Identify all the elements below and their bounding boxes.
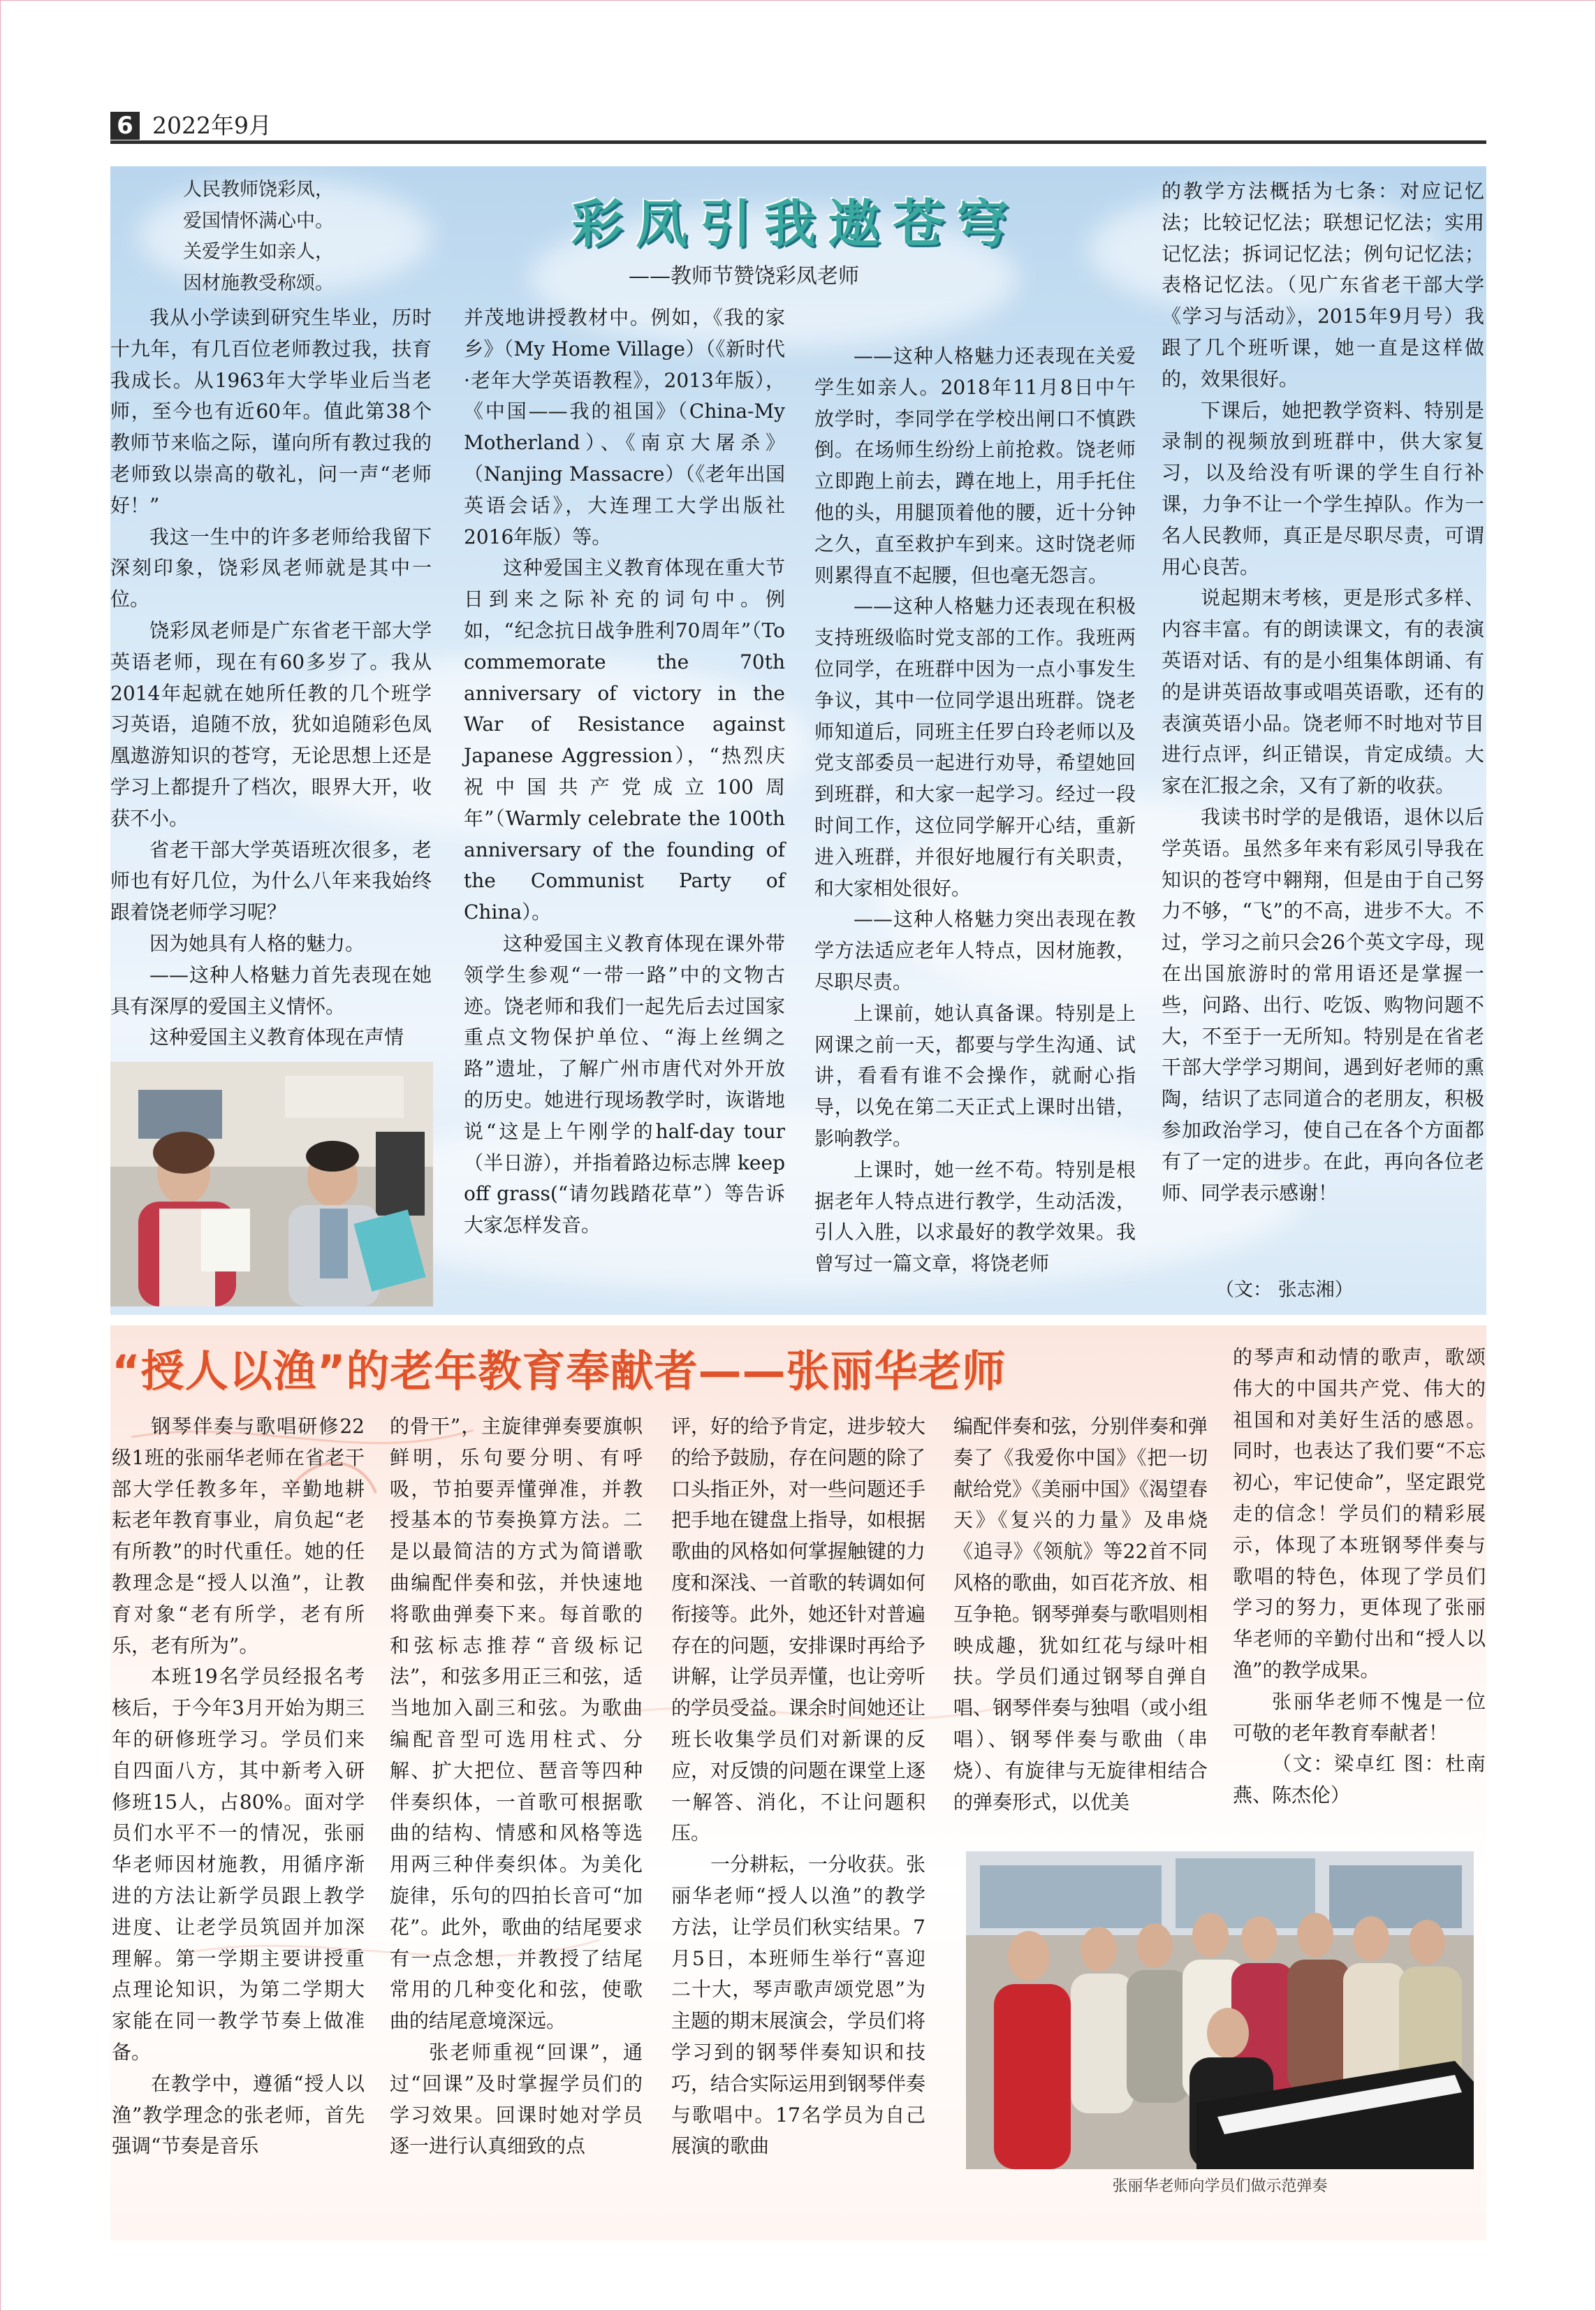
paragraph: ——这种人格魅力还表现在积极支持班级临时党支部的工作。我班两位同学，在班群中因为一点小事发生争议，其中一位同学退出班群。饶老师知道后，同班主任罗白玲老师以及党支部委员一起进行劝导，希望她回到班群，和大家一起学习。经过一段时间工作，这位同学解开心结，重新进入班群，并很好地履行有关职责，和大家相处很好。 <box>814 595 1136 900</box>
header-rule <box>110 140 1486 144</box>
paragraph: 评，好的给予肯定，进步较大的给予鼓励，存在问题的除了口头指正外，对一些问题还手把手地在键盘上指导，如根据歌曲的风格如何掌握触键的力度和深浅、一首歌的转调如何衔接等。此外，她还针对普遍存在的问题，安排课时再给予讲解，让学员弄懂，也让旁听的学员受益。课余时间她还让班长收集学员们对新课的反应，对反馈的问题在课堂上逐一解答、消化，不让问题积压。 <box>671 1415 926 1845</box>
article2-photo <box>966 1851 1474 2169</box>
article1-subtitle: ——教师节赞饶彩凤老师 <box>629 264 859 289</box>
paragraph: ——这种人格魅力突出表现在教学方法适应老年人特点，因材施教，尽职尽责。 <box>814 907 1136 993</box>
paragraph: 我从小学读到研究生毕业，历时十九年，有几百位老师教过我，扶育我成长。从1963年大学毕业后当老师，至今也有近60年。值此第38个教师节来临之际，谨向所有教过我的老师致以崇高的敬礼，问一声“老师好！” <box>110 306 432 517</box>
paragraph: 说起期末考核，更是形式多样、内容丰富。有的朗读课文，有的表演英语对话、有的是小组集体朗诵、有的是讲英语故事或唱英语歌，还有的表演英语小品。饶老师不时地对节目进行点评，纠正错误，肯定成绩。大家在汇报之余，又有了新的收获。 <box>1162 586 1484 798</box>
article1-column-3 <box>814 341 1136 1280</box>
article1-column-2 <box>464 302 785 1241</box>
paragraph: 我这一生中的许多老师给我留下深刻印象，饶彩凤老师就是其中一位。 <box>110 525 432 611</box>
paragraph: 这种爱国主义教育体现在声情 <box>149 1026 404 1049</box>
paragraph: 本班19名学员经报名考核后，于今年3月开始为期三年的研修班学习。学员们来自四面八方，其中新考入研修班15人，占80%。面对学员们水平不一的情况，张丽华老师因材施教，用循序渐进的方法让新学员跟上教学进度、让老学员筑固并加深理解。第一学期主要讲授重点理论知识，为第二学期大家能在同一教学节奏上做准备。 <box>112 1665 365 2064</box>
article1-column-4 <box>1162 176 1484 1209</box>
article2-column-2 <box>390 1411 643 2162</box>
issue-date: 2022年9月 <box>152 112 272 139</box>
poem-line: 人民教师饶彩凤， <box>183 179 334 201</box>
paragraph: 在教学中，遵循“授人以渔”教学理念的张老师，首先强调“节奏是音乐 <box>112 2071 365 2158</box>
paragraph: 的琴声和动情的歌声，歌颂伟大的中国共产党、伟大的祖国和对美好生活的感恩。同时，也表达了我们要“不忘初心，牢记使命”，坚定跟党走的信念！学员们的精彩展示，体现了本班钢琴伴奏与歌唱的特色，体现了学员们学习的努力，更体现了张丽华老师的辛勤付出和“授人以渔”的教学成果。 <box>1233 1346 1486 1682</box>
article1-signature: （文： 张志湘） <box>1215 1279 1354 1301</box>
page-number: 6 <box>110 112 140 140</box>
article1-poem <box>183 175 334 299</box>
paragraph: 上课时，她一丝不苟。特别是根据老年人特点进行教学，生动活泼，引人入胜，以求最好的教学效果。我曾写过一篇文章，将饶老师 <box>814 1158 1136 1276</box>
paragraph: 张老师重视“回课”，通过“回课”及时掌握学员们的学习效果。回课时她对学员逐一进行认真细致的点 <box>390 2040 643 2158</box>
poem-line: 因材施教受称颂。 <box>183 272 334 294</box>
article2-column-3 <box>671 1411 925 2162</box>
article1-photo <box>110 1062 433 1306</box>
poem-line: 关爱学生如亲人， <box>183 241 334 263</box>
paragraph: 钢琴伴奏与歌唱研修22级1班的张丽华老师在省老干部大学任教多年，辛勤地耕耘老年教育事业，肩负起“老有所教”的时代重任。她的任教理念是“授人以渔”，让教育对象“老有所学，老有所乐，老有所为”。 <box>112 1415 365 1657</box>
article1-column-1 <box>110 302 432 1054</box>
paragraph: 这种爱国主义教育体现在重大节日到来之际补充的词句中。例如，“纪念抗日战争胜利70周年”（To commemorate the 70th anniversary of victory in the War of Resistance against Japanese Aggression），“热烈庆祝中国共产党成立100周年”（Warmly celebrate the 100th anniversary of the founding of the Communist Party of China）。 <box>464 556 785 924</box>
paragraph: ——这种人格魅力还表现在关爱学生如亲人。2018年11月8日中午放学时，李同学在学校出闸口不慎跌倒。在场师生纷纷上前抢救。饶老师立即跑上前去，蹲在地上，用手托住他的头，用腿顶着他的腰，近十分钟之久，直至救护车到来。这时饶老师则累得直不起腰，但也毫无怨言。 <box>814 344 1136 587</box>
paragraph: 一分耕耘，一分收获。张丽华老师“授人以渔”的教学方法，让学员们秋实结果。7月5日，本班师生举行“喜迎二十大，琴声歌声颂党恩”为主题的期末展演会，学员们将学习到的钢琴伴奏知识和技巧，结合实际运用到钢琴伴奏与歌唱中。17名学员为自己展演的歌曲 <box>671 1853 926 2158</box>
article2-column-1 <box>112 1411 365 2162</box>
article2-column-4 <box>953 1411 1208 1818</box>
paragraph: 张丽华老师不愧是一位可敬的老年教育奉献者！ <box>1233 1689 1486 1744</box>
paragraph: 饶彩凤老师是广东省老干部大学英语老师，现在有60多岁了。我从2014年起就在她所任教的几个班学习英语，追随不放，犹如追随彩色凤凰遨游知识的苍穹，无论思想上还是学习上都提升了档次，眼界大开，收获不小。 <box>110 618 432 830</box>
article2-title: “授人以渔”的老年教育奉献者——张丽华老师 <box>112 1346 1006 1397</box>
poem-line: 爱国情怀满心中。 <box>183 210 334 232</box>
paragraph: 上课前，她认真备课。特别是上网课之前一天，都要与学生沟通、试讲，看看有谁不会操作，就耐心指导，以免在第二天正式上课时出错，影响教学。 <box>814 1001 1136 1150</box>
photo-caption: 张丽华老师向学员们做示范弹奏 <box>1112 2178 1328 2195</box>
paragraph: 因为她具有人格的魅力。 <box>149 931 365 955</box>
paragraph: 省老干部大学英语班次很多，老师也有好几位，为什么八年来我始终跟着饶老师学习呢？ <box>110 838 432 924</box>
paragraph: 的教学方法概括为七条：对应记忆法；比较记忆法；联想记忆法；实用记忆法；拆词记忆法；例句记忆法；表格记忆法。（见广东省老干部大学《学习与活动》，2015年9月号）我跟了几个班听课，她一直是这样做的，效果很好。 <box>1162 180 1484 391</box>
paragraph: ——这种人格魅力首先表现在她具有深厚的爱国主义情怀。 <box>110 963 432 1018</box>
article2-column-5 <box>1233 1342 1486 1811</box>
paragraph: 我读书时学的是俄语，退休以后学英语。虽然多年来有彩凤引导我在知识的苍穹中翱翔，但是由于自己努力不够，“飞”的不高，进步不大。不过，学习之前只会26个英文字母，现在出国旅游时的常用语还是掌握一些，问路、出行、吃饭、购物问题不大，不至于一无所知。特别是在省老干部大学学习期间，遇到好老师的熏陶，结识了志同道合的老朋友，积极参加政治学习，使自己在各个方面都有了一定的进步。在此，再向各位老师、同学表示感谢！ <box>1162 805 1484 1204</box>
paragraph: 的骨干”，主旋律弹奏要旗帜鲜明，乐句要分明、有呼吸，节拍要弄懂弹准，并教授基本的节奏换算方法。二是以最简洁的方式为简谱歌曲编配伴奏和弦，并快速地将歌曲弹奏下来。每首歌的和弦标志推荐“音级标记法”，和弦多用正三和弦，适当地加入副三和弦。为歌曲编配音型可选用柱式、分解、扩大把位、琶音等四种伴奏织体，一首歌可根据歌曲的结构、情感和风格等选用两三种伴奏织体。为美化旋律，乐句的四拍长音可“加花”。此外，歌曲的结尾要求有一点念想，并教授了结尾常用的几种变化和弦，使歌曲的结尾意境深远。 <box>390 1415 643 2033</box>
paragraph: 下课后，她把教学资料、特别是录制的视频放到班群中，供大家复习，以及给没有听课的学生自行补课，力争不让一个学生掉队。作为一名人民教师，真正是尽职尽责，可谓用心良苦。 <box>1162 398 1484 578</box>
paragraph: （文：梁卓红 图：杜南燕、陈杰伦） <box>1233 1752 1486 1807</box>
paragraph: 编配伴奏和弦，分别伴奏和弹奏了《我爱你中国》《把一切献给党》《美丽中国》《渴望春天》《复兴的力量》及串烧《追寻》《领航》等22首不同风格的歌曲，如百花齐放、相互争艳。钢琴弹奏与歌唱则相映成趣，犹如红花与绿叶相扶。学员们通过钢琴自弹自唱、钢琴伴奏与独唱（或小组唱）、钢琴伴奏与歌曲（串烧）、有旋律与无旋律相结合的弹奏形式，以优美 <box>953 1415 1208 1814</box>
paragraph: 这种爱国主义教育体现在课外带领学生参观“一带一路”中的文物古迹。饶老师和我们一起先后去过国家重点文物保护单位、“海上丝绸之路”遗址，了解广州市唐代对外开放的历史。她进行现场教学时，诙谐地说“这是上午刚学的half-day tour（半日游），并指着路边标志牌 keep off grass(“请勿践踏花草”）等告诉大家怎样发音。 <box>464 931 785 1237</box>
article1-title: 彩凤引我遨苍穹 <box>571 194 1021 254</box>
paragraph: 并茂地讲授教材中。例如，《我的家乡》（My Home Village）（《新时代·老年大学英语教程》，2013年版），《中国——我的祖国》（China-My Motherland）、《南京大屠杀》（Nanjing Massacre）（《老年出国英语会话》，大连理工大学出版社2016年版）等。 <box>464 306 785 548</box>
